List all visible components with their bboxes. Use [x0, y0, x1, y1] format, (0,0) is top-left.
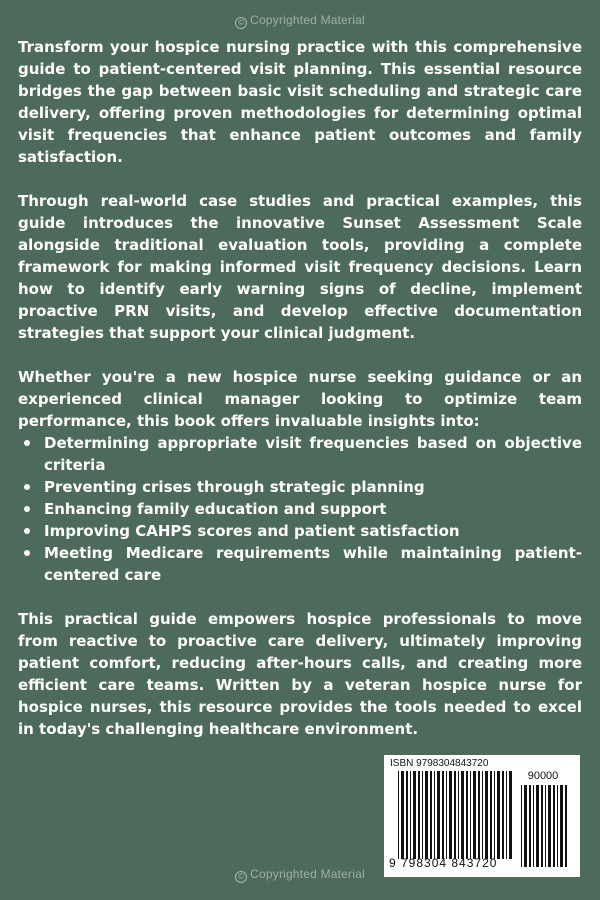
barcode-bar [410, 771, 411, 859]
list-item [18, 432, 582, 476]
barcode-bar [413, 771, 416, 859]
list-item-text: Improving CAHPS scores and patient satisfaction [44, 522, 460, 540]
barcode-bar [565, 785, 567, 867]
isbn-label: ISBN 9798304843720 [390, 758, 489, 769]
barcode-bar [490, 771, 492, 859]
barcode-bar [536, 785, 539, 867]
barcode-bar [560, 785, 563, 867]
list-item-text: Enhancing family education and support [44, 500, 387, 518]
barcode-bar [466, 771, 468, 859]
barcode-bar [509, 771, 512, 859]
list-item [18, 498, 582, 520]
paragraph-closing: This practical guide empowers hospice professionals to move from reactive to proactive care delivery, ultimately improving patient comfort, reducing after-hours calls, and creating more efficient care teams. Written by a veteran hospice nurse for hospice nurses, this resource provides the tools needed to excel in today's challenging healthcare environment. [18, 610, 582, 738]
paragraph-intro: Transform your hospice nursing practice with this comprehensive guide to patient-centered visit planning. This essential resource bridges the gap between basic visit scheduling and strategic care delivery, offering proven methodologies for determining optimal visit frequencies that enhance patient outcomes and family satisfaction. [18, 38, 582, 166]
barcode-bar [398, 771, 399, 859]
barcode-bar [521, 785, 522, 867]
price-code: 90000 [527, 770, 559, 782]
barcode-bar [553, 785, 555, 867]
barcode-bar [533, 785, 534, 867]
barcode-bar [454, 771, 456, 859]
barcode-bar [497, 771, 500, 859]
paragraph-audience: Whether you're a new hospice nurse seeking guidance or an experienced clinical manager looking to optimize team performance, this book offers invaluable insights into: [18, 368, 582, 430]
barcode-bar [434, 771, 435, 859]
barcode-bar [425, 771, 428, 859]
barcode-bar [541, 785, 543, 867]
barcode-bar [485, 771, 488, 859]
back-cover-text [18, 36, 582, 762]
barcode-bar [406, 771, 408, 859]
barcode-bar [470, 771, 471, 859]
list-item [18, 476, 582, 498]
barcode-bar [401, 771, 404, 859]
barcode-bar [473, 771, 476, 859]
insights-list [18, 432, 582, 586]
barcode-bar [422, 771, 423, 859]
bullet-icon [24, 550, 30, 556]
list-item [18, 542, 582, 586]
barcode-bar [437, 771, 440, 859]
bullet-icon [24, 440, 30, 446]
copyright-icon: © [235, 871, 247, 883]
barcode-bar [449, 771, 452, 859]
paragraph-case-studies: Through real-world case studies and practical examples, this guide introduces the innovative Sunset Assessment Scale alongside traditional evaluation tools, providing a complete framework for making informed visit frequency decisions. Learn how to identify early warning signs of decline, implement proactive PRN visits, and develop effective documentation strategies that support your clinical judgment. [18, 192, 582, 342]
list-item-text: Meeting Medicare requirements while maintaining patient-centered care [44, 544, 582, 584]
barcode-bar [446, 771, 447, 859]
barcode-bar [529, 785, 531, 867]
barcode-bar [442, 771, 444, 859]
bullet-icon [24, 506, 30, 512]
barcode-bar [524, 785, 527, 867]
barcode-bar [557, 785, 558, 867]
barcode-bar [458, 771, 459, 859]
addon-barcode-bars [521, 785, 567, 867]
barcode-bar [482, 771, 483, 859]
isbn-digits: 9 798304 843720 [389, 856, 498, 870]
bullet-icon [24, 484, 30, 490]
barcode-bar [478, 771, 480, 859]
copyright-icon: © [235, 17, 247, 29]
barcode-bar [545, 785, 546, 867]
isbn-barcode [384, 755, 580, 877]
barcode-bar [506, 771, 507, 859]
barcode-bar [430, 771, 432, 859]
barcode-bar [418, 771, 420, 859]
copyright-watermark-top [0, 13, 600, 29]
barcode-bar [494, 771, 495, 859]
watermark-text: Copyrighted Material [250, 13, 365, 27]
copyright-watermark-bottom [0, 867, 600, 883]
barcode-bar [502, 771, 504, 859]
main-barcode-bars [398, 771, 512, 859]
watermark-text: Copyrighted Material [250, 867, 365, 881]
list-item-text: Preventing crises through strategic planning [44, 478, 425, 496]
list-item-text: Determining appropriate visit frequencies based on objective criteria [44, 434, 582, 474]
barcode-bar [461, 771, 464, 859]
barcode-bar [548, 785, 551, 867]
list-item [18, 520, 582, 542]
bullet-icon [24, 528, 30, 534]
